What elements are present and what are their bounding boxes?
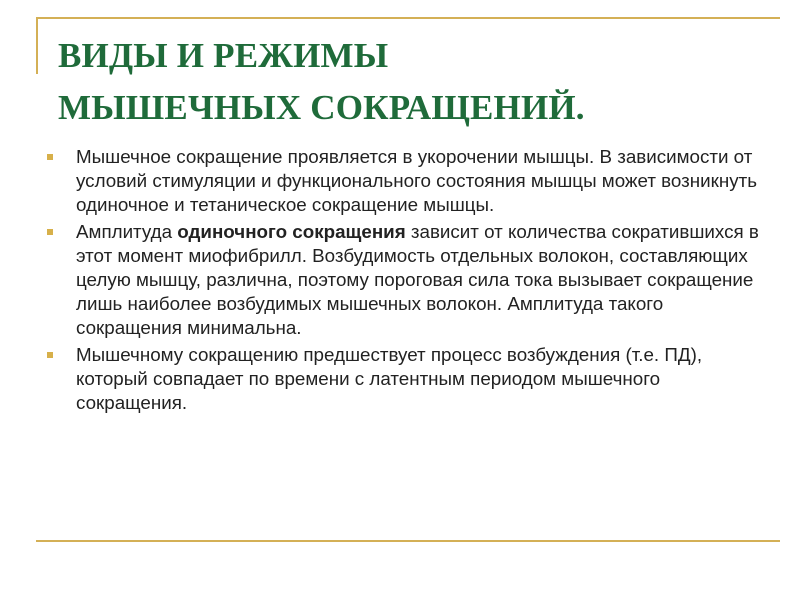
- left-accent-line: [36, 17, 38, 74]
- bullet-item-3: [44, 343, 764, 415]
- square-bullet-icon: [47, 229, 53, 235]
- bullet-text-1: Мышечное сокращение проявляется в укорочении мышцы. В зависимости от условий стимуляции и функционального состояния мышцы может возникнуть одиночное и тетаническое сокращение мышцы.: [76, 146, 757, 215]
- square-bullet-icon: [47, 352, 53, 358]
- square-bullet-icon: [47, 154, 53, 160]
- bullet-text-2-suffix: зависит от количества сократившихся в этот момент миофибрилл. Возбудимость отдельных волокон, составляющих целую мышцу, различна, поэтому пороговая сила тока вызывает сокращение лишь наиболее возбудимых мышечных волокон. Амплитуда такого сокращения минимальна.: [76, 221, 759, 338]
- slide-title: [58, 30, 778, 134]
- slide-title-line-1: ВИДЫ И РЕЖИМЫ: [58, 36, 389, 75]
- bullet-list: [44, 145, 764, 418]
- top-divider-line: [36, 17, 780, 19]
- bullet-text-2-bold: одиночного сокращения: [177, 221, 406, 242]
- bullet-item-1: [44, 145, 764, 217]
- bullet-item-2: [44, 220, 764, 340]
- bullet-text-3: Мышечному сокращению предшествует процесс возбуждения (т.е. ПД), который совпадает по времени с латентным периодом мышечного сокращения.: [76, 344, 703, 413]
- bottom-divider-line: [36, 540, 780, 542]
- slide-title-line-2: МЫШЕЧНЫХ СОКРАЩЕНИЙ.: [58, 88, 585, 127]
- bullet-text-2-prefix: Амплитуда: [76, 221, 178, 242]
